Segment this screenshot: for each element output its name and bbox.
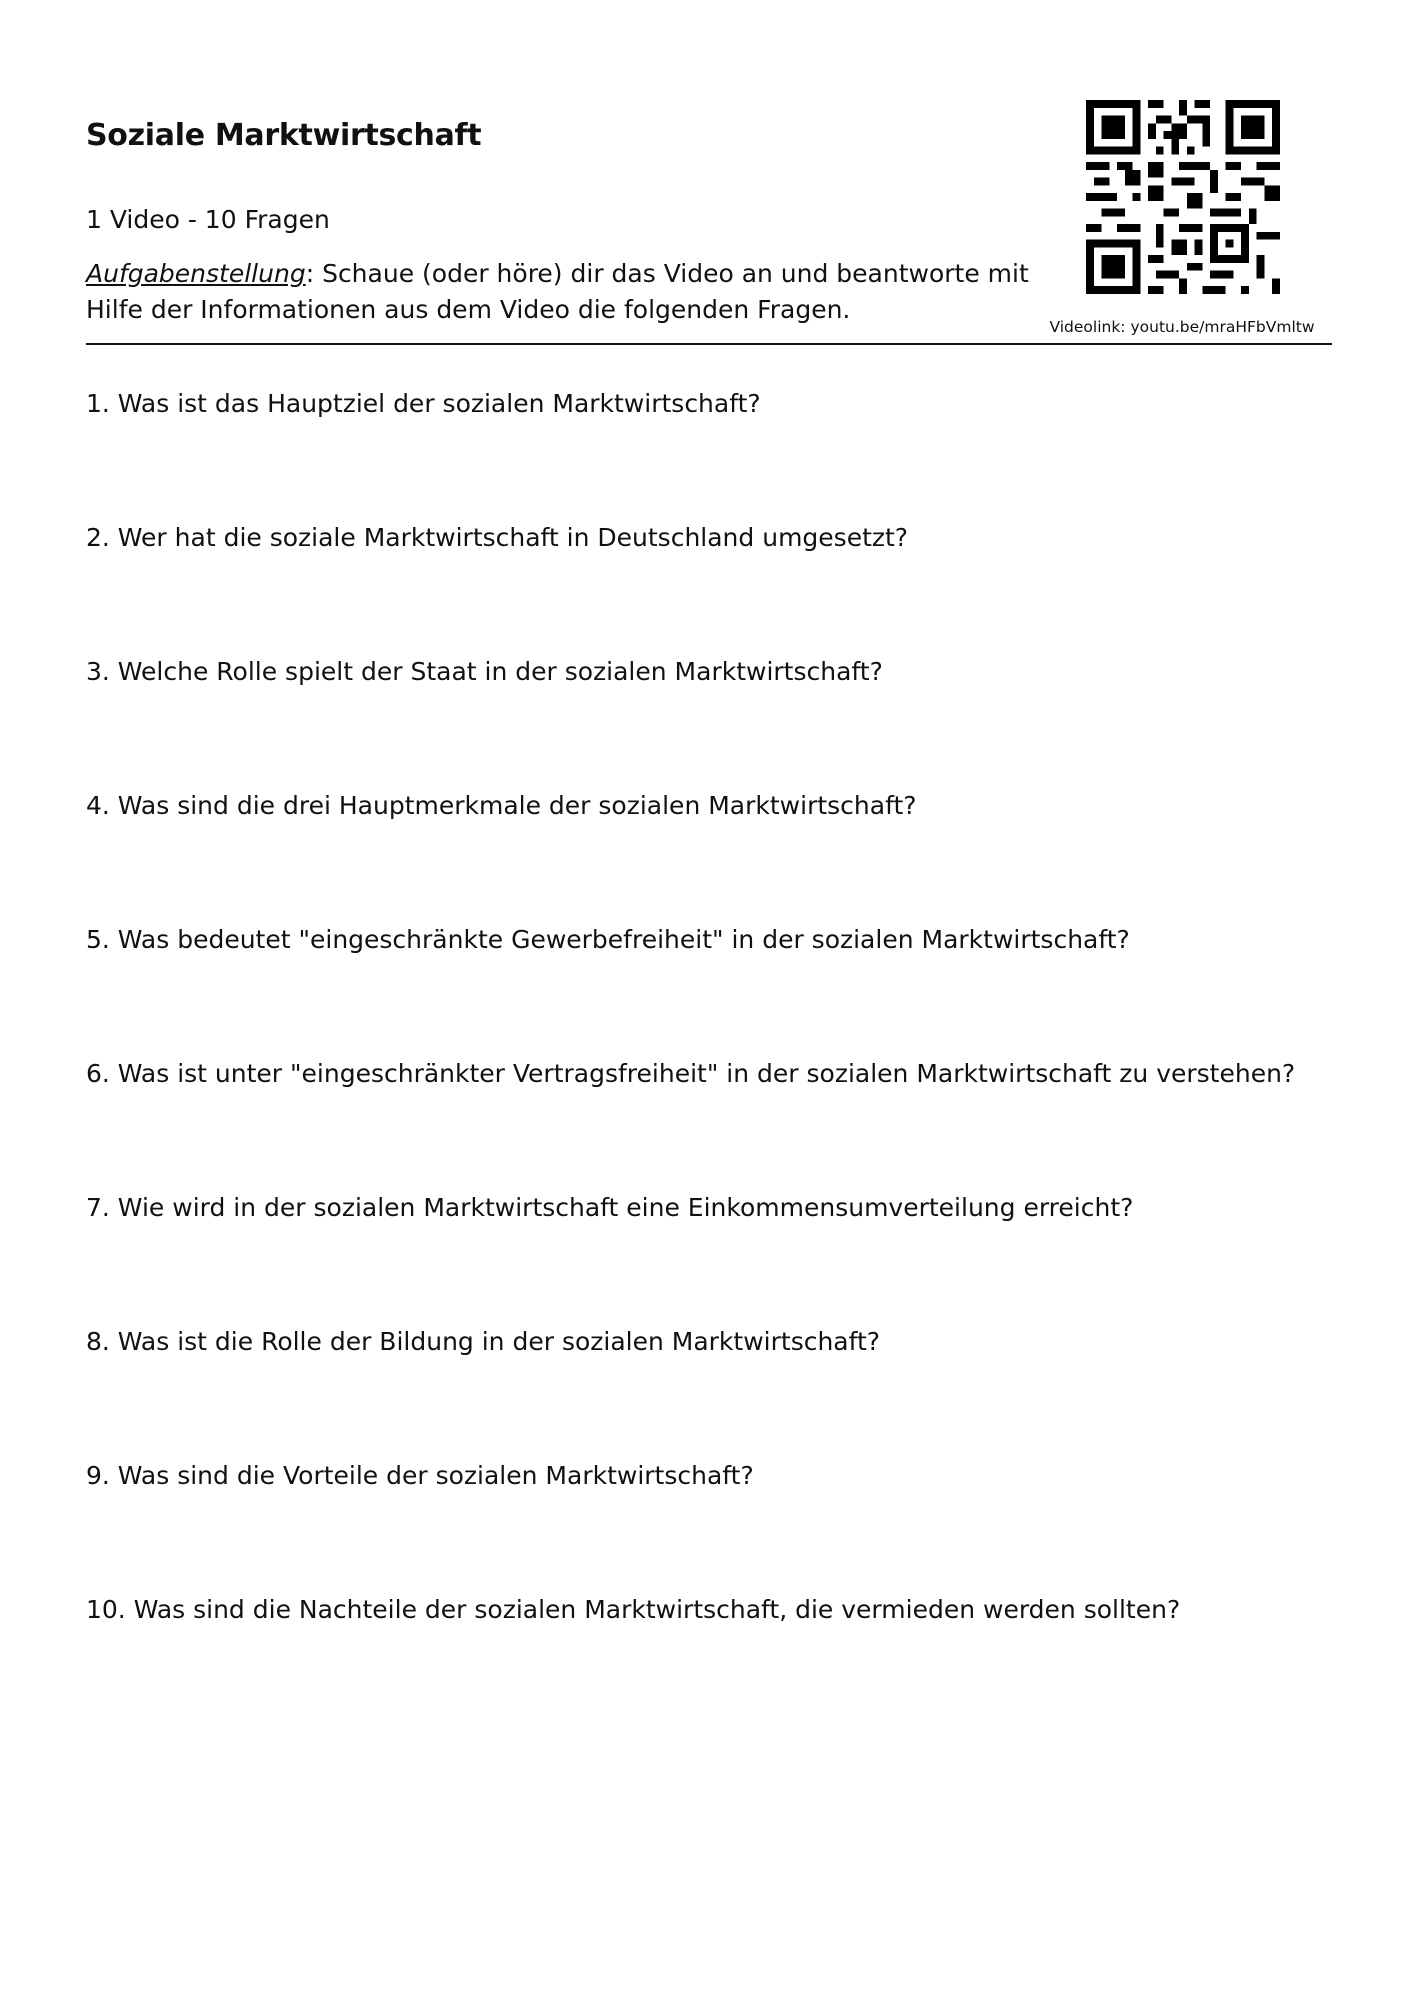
instruction-text bbox=[86, 256, 1046, 328]
question-item: 3. Welche Rolle spielt der Staat in der sozialen Marktwirtschaft? bbox=[86, 657, 883, 686]
qr-code-icon[interactable] bbox=[1086, 100, 1280, 294]
page-title: Soziale Marktwirtschaft bbox=[86, 118, 482, 153]
video-link[interactable]: Videolink: youtu.be/mraHFbVmltw bbox=[1049, 318, 1315, 336]
question-item: 2. Wer hat die soziale Marktwirtschaft in Deutschland umgesetzt? bbox=[86, 523, 909, 552]
question-item: 8. Was ist die Rolle der Bildung in der sozialen Marktwirtschaft? bbox=[86, 1327, 881, 1356]
question-item: 5. Was bedeutet "eingeschränkte Gewerbefreiheit" in der sozialen Marktwirtschaft? bbox=[86, 925, 1130, 954]
header-divider bbox=[86, 343, 1332, 345]
question-item: 7. Wie wird in der sozialen Marktwirtschaft eine Einkommensumverteilung erreicht? bbox=[86, 1193, 1134, 1222]
instruction-body: : Schaue (oder höre) dir das Video an und beantworte mit Hilfe der Informationen aus dem Video die folgenden Fragen. bbox=[86, 259, 1029, 324]
question-item: 6. Was ist unter "eingeschränkter Vertragsfreiheit" in der sozialen Marktwirtschaft zu verstehen? bbox=[86, 1059, 1296, 1088]
question-item: 4. Was sind die drei Hauptmerkmale der sozialen Marktwirtschaft? bbox=[86, 791, 917, 820]
question-list bbox=[86, 387, 1346, 1727]
instruction-label: Aufgabenstellung bbox=[86, 259, 306, 288]
page-subtitle: 1 Video - 10 Fragen bbox=[86, 205, 330, 234]
question-item: 10. Was sind die Nachteile der sozialen Marktwirtschaft, die vermieden werden sollten? bbox=[86, 1595, 1181, 1624]
question-item: 1. Was ist das Hauptziel der sozialen Marktwirtschaft? bbox=[86, 389, 761, 418]
question-item: 9. Was sind die Vorteile der sozialen Marktwirtschaft? bbox=[86, 1461, 754, 1490]
